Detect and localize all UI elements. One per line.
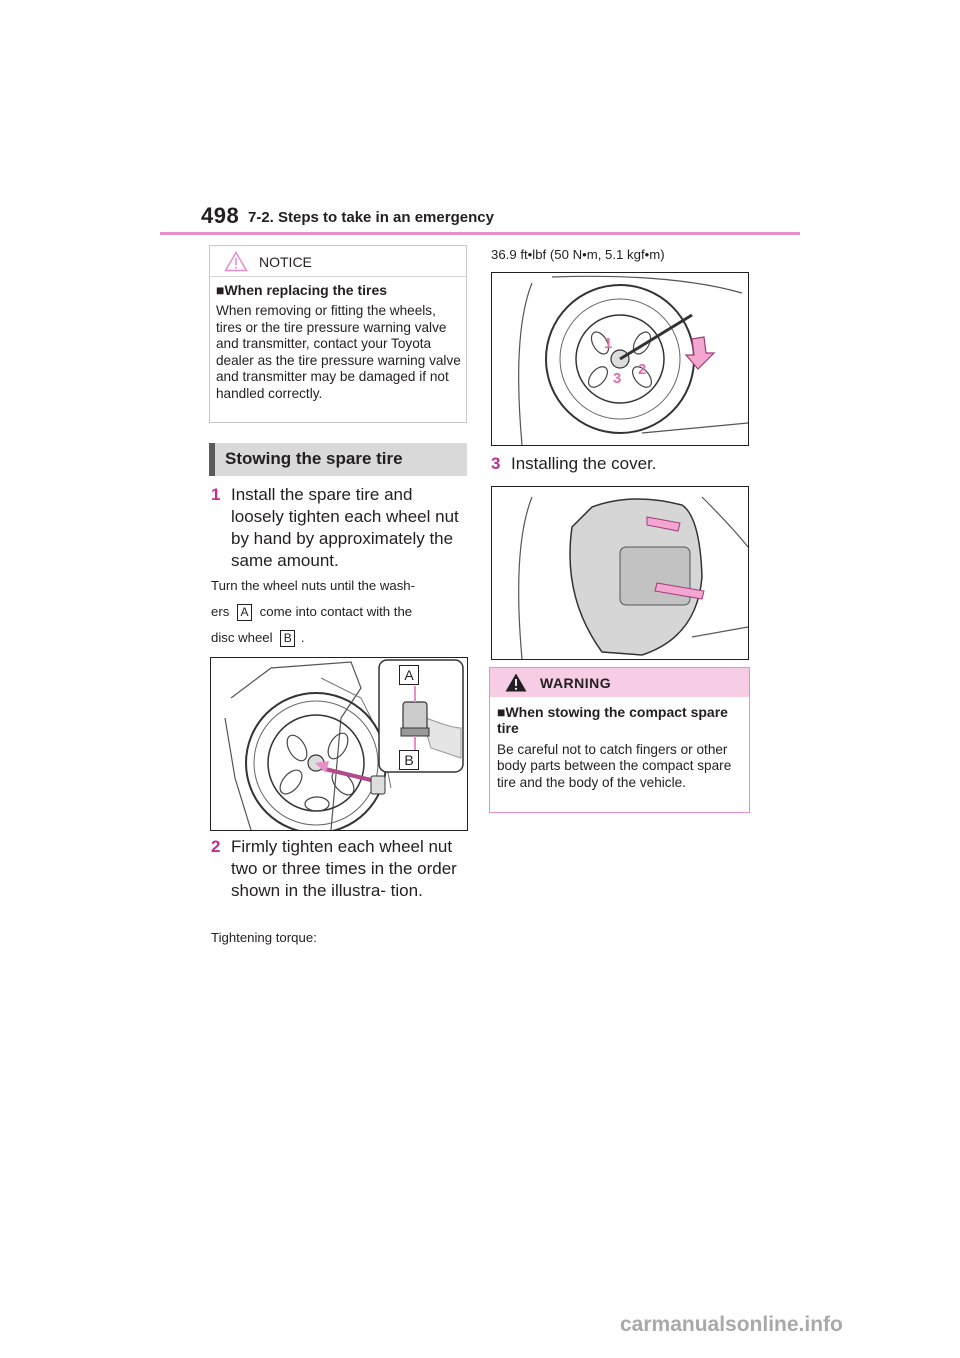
page-number: 498 — [201, 203, 240, 228]
notice-title: NOTICE — [259, 254, 312, 270]
order-2-label: 2 — [638, 361, 647, 378]
notice-subheading: ■When replacing the tires — [216, 282, 388, 298]
warning-title: WARNING — [540, 675, 612, 691]
step-text: Installing the cover. — [511, 454, 657, 473]
step1-note-line3 — [211, 630, 469, 647]
warning-body: Be careful not to catch fingers or other body parts between the compact spare tire and the body of the vehicle. — [497, 742, 732, 790]
note-text: disc wheel — [211, 630, 273, 645]
step-number: 2 — [211, 837, 221, 856]
figure-loosen-nuts — [210, 657, 468, 831]
torque-value: 36.9 ft•lbf (50 N•m, 5.1 kgf•m) — [491, 247, 665, 262]
step1-note-line1: Turn the wheel nuts until the wash- — [211, 578, 416, 593]
label-b-box: B — [280, 630, 295, 647]
figure-install-cover — [491, 486, 749, 660]
order-3-label: 3 — [613, 370, 622, 387]
callout-a: A — [399, 665, 419, 685]
notice-box — [209, 245, 467, 423]
step-text: Firmly tighten each wheel nut two or three times in the order shown in the illustra- tion. — [231, 837, 457, 900]
caution-triangle-icon — [224, 251, 248, 272]
warning-triangle-icon — [504, 672, 528, 693]
step-number: 1 — [211, 485, 221, 504]
note-text: come into contact with the — [259, 604, 413, 619]
step-3 — [491, 453, 749, 477]
step-2 — [211, 836, 469, 928]
warning-box — [489, 667, 750, 813]
notice-header — [210, 246, 466, 277]
step-text: Install the spare tire and loosely tighten each wheel nut by hand by approximately the same amount. — [231, 485, 459, 570]
label-a-box: A — [237, 604, 252, 621]
spare-tire-illustration — [211, 658, 467, 830]
note-text: ers — [211, 604, 230, 619]
torque-label: Tightening torque: — [211, 930, 317, 945]
step1-note-line2 — [211, 604, 469, 621]
section-title-bar — [209, 443, 467, 476]
tightening-order-illustration — [492, 273, 748, 445]
warning-header — [490, 668, 749, 697]
order-1-label: 1 — [604, 335, 613, 352]
note-text: . — [300, 630, 305, 645]
notice-body: When removing or fitting the wheels, tires or the tire pressure warning valve and transmitter, contact your Toyota dealer as the tire pressure warning valve and transmitter may be damaged if not handled correctly. — [216, 303, 461, 401]
warning-subheading: ■When stowing the compact spare tire — [497, 704, 728, 736]
watermark: carmanualsonline.info — [620, 1313, 843, 1336]
step-1 — [211, 484, 469, 576]
section-heading: 7-2. Steps to take in an emergency — [248, 209, 494, 226]
cover-installation-illustration — [492, 487, 748, 659]
section-title: Stowing the spare tire — [225, 449, 403, 468]
figure-tighten-order — [491, 272, 749, 446]
callout-b: B — [399, 750, 419, 770]
step-number: 3 — [491, 454, 501, 473]
header-rule — [160, 232, 800, 235]
